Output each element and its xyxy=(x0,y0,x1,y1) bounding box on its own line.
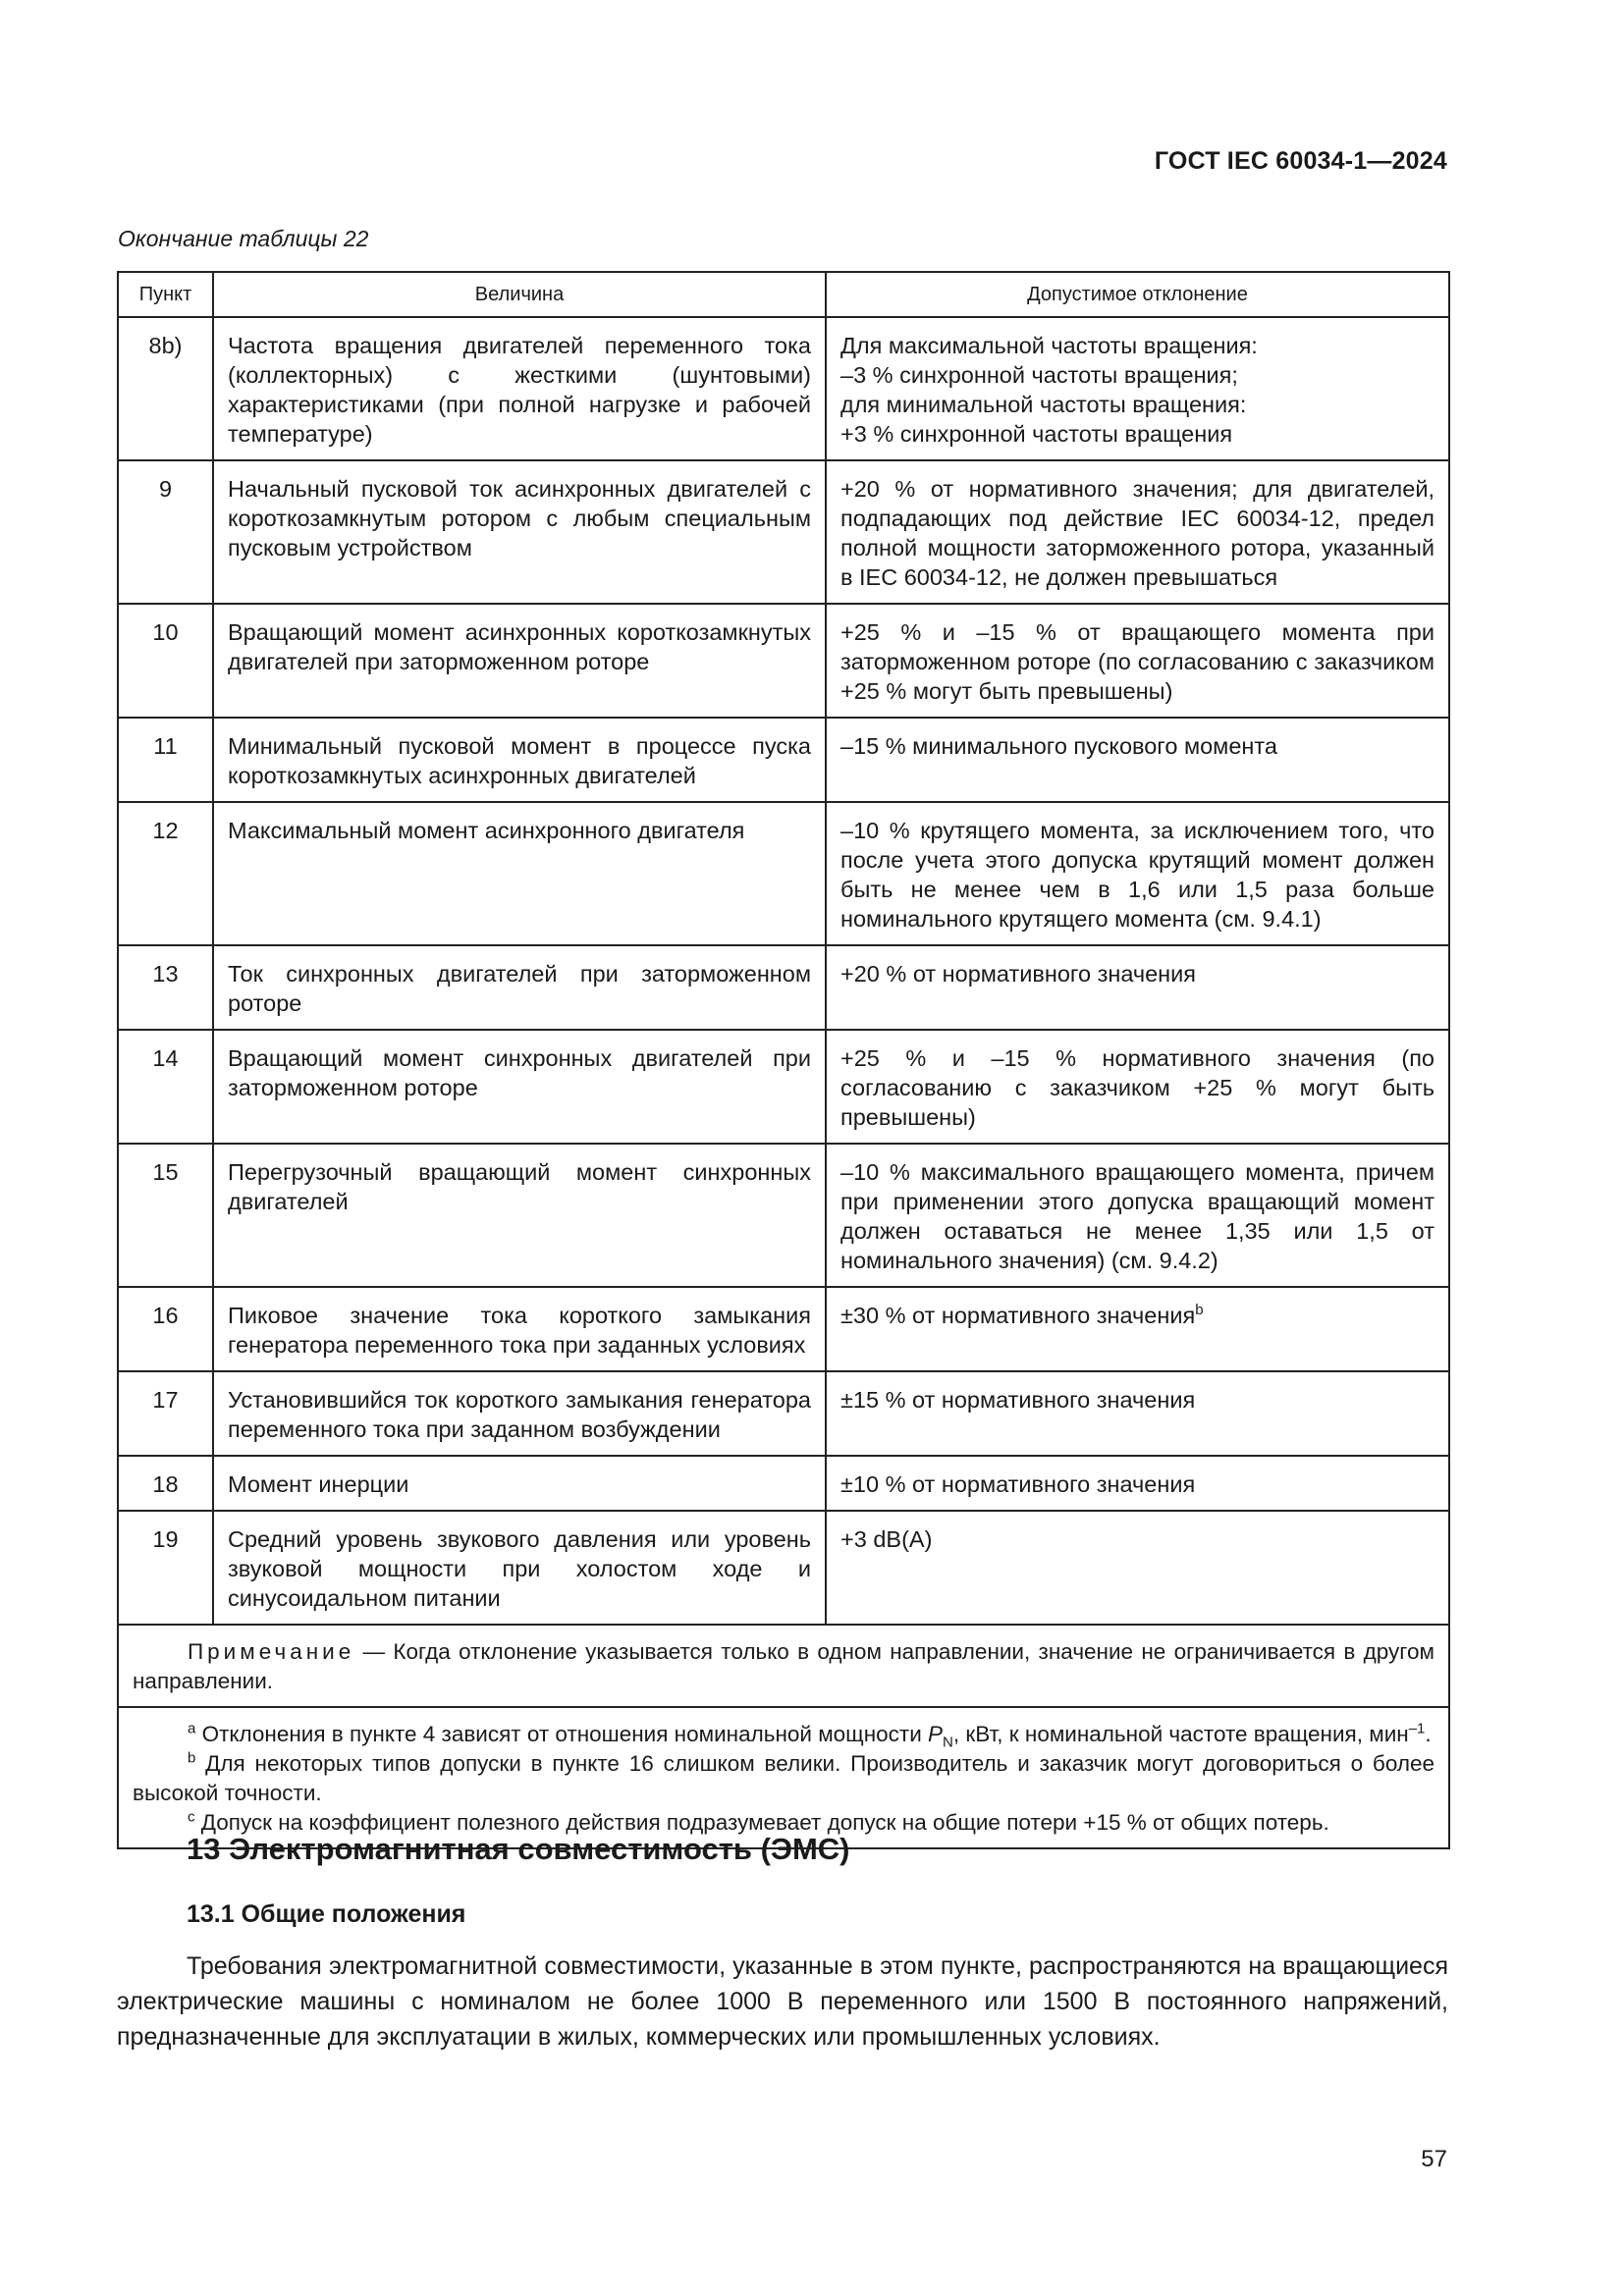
unit-exponent: –1 xyxy=(1408,1720,1426,1737)
row-item-number: 10 xyxy=(118,604,213,718)
row-quantity: Момент инерции xyxy=(213,1456,826,1511)
column-header-item: Пункт xyxy=(118,272,213,317)
row-item-number: 12 xyxy=(118,802,213,945)
row-quantity: Вращающий момент асинхронных короткозамкнутых двигателей при заторможенном роторе xyxy=(213,604,826,718)
table-row xyxy=(118,945,1449,1030)
row-tolerance: +25 % и –15 % от вращающего момента при заторможенном роторе (по согласованию с заказчиком +25 % могут быть превышены) xyxy=(826,604,1449,718)
table-row xyxy=(118,604,1449,718)
table-row xyxy=(118,802,1449,945)
row-item-number: 9 xyxy=(118,460,213,604)
row-quantity: Средний уровень звукового давления или уровень звуковой мощности при холостом ходе и синусоидальном питании xyxy=(213,1511,826,1625)
note-text: Когда отклонение указывается только в одном направлении, значение не ограничивается в другом направлении. xyxy=(133,1639,1435,1693)
row-item-number: 18 xyxy=(118,1456,213,1511)
row-tolerance: ±10 % от нормативного значения xyxy=(826,1456,1449,1511)
table-note xyxy=(118,1625,1449,1707)
footnote-mark-a: a xyxy=(188,1720,196,1737)
row-item-number: 11 xyxy=(118,718,213,802)
power-symbol-subscript: N xyxy=(943,1734,953,1751)
tolerance-table-container xyxy=(117,271,1448,1849)
table-row xyxy=(118,718,1449,802)
footnote-mark-b: b xyxy=(188,1749,196,1767)
row-quantity: Максимальный момент асинхронного двигателя xyxy=(213,802,826,945)
column-header-quantity: Величина xyxy=(213,272,826,317)
tolerance-line: для минимальной частоты вращения: xyxy=(840,392,1247,417)
table-footnotes-row xyxy=(118,1707,1449,1848)
row-item-number: 14 xyxy=(118,1030,213,1144)
row-item-number: 19 xyxy=(118,1511,213,1625)
subsection-title: 13.1 Общие положения xyxy=(187,1900,466,1928)
table-row xyxy=(118,317,1449,460)
document-header: ГОСТ IEC 60034-1—2024 xyxy=(1154,147,1447,175)
body-paragraph: Требования электромагнитной совместимости, указанные в этом пункте, распространяются на вращающиеся электрические машины с номиналом не более 1000 В переменного или 1500 В постоянного напряжений, предназначенные для эксплуатации в жилых, коммерческих или промышленных условиях. xyxy=(117,1952,1448,2051)
row-quantity: Установившийся ток короткого замыкания генератора переменного тока при заданном возбуждении xyxy=(213,1371,826,1456)
column-header-tolerance: Допустимое отклонение xyxy=(826,272,1449,317)
row-item-number: 17 xyxy=(118,1371,213,1456)
table-row xyxy=(118,460,1449,604)
row-tolerance xyxy=(826,317,1449,460)
row-tolerance: +20 % от нормативного значения; для двигателей, подпадающих под действие IEC 60034-12, предел полной мощности заторможенного ротора, указанный в IEC 60034-12, не должен превышаться xyxy=(826,460,1449,604)
row-tolerance: ±15 % от нормативного значения xyxy=(826,1371,1449,1456)
row-tolerance: +3 dB(A) xyxy=(826,1511,1449,1625)
tolerance-line: –3 % синхронной частоты вращения; xyxy=(840,362,1238,388)
row-quantity: Частота вращения двигателей переменного тока (коллекторных) с жесткими (шунтовыми) характеристиками (при полной нагрузке и рабочей температуре) xyxy=(213,317,826,460)
row-quantity: Пиковое значение тока короткого замыкания генератора переменного тока при заданных условиях xyxy=(213,1287,826,1371)
table-caption: Окончание таблицы 22 xyxy=(118,226,369,251)
power-symbol: P xyxy=(928,1722,944,1746)
row-tolerance: +25 % и –15 % нормативного значения (по согласованию с заказчиком +25 % могут быть превышены) xyxy=(826,1030,1449,1144)
row-quantity: Ток синхронных двигателей при заторможенном роторе xyxy=(213,945,826,1030)
table-note-row xyxy=(118,1625,1449,1707)
page-number: 57 xyxy=(1421,2146,1447,2172)
row-item-number: 15 xyxy=(118,1144,213,1287)
tolerance-table xyxy=(117,271,1450,1849)
table-row xyxy=(118,1030,1449,1144)
row-tolerance: –10 % крутящего момента, за исключением того, что после учета этого допуска крутящий момент должен быть не менее чем в 1,6 или 1,5 раза больше номинального крутящего момента (см. 9.4.1) xyxy=(826,802,1449,945)
tolerance-line: +3 % синхронной частоты вращения xyxy=(840,421,1233,447)
row-quantity: Начальный пусковой ток асинхронных двигателей с короткозамкнутым ротором с любым специальным пусковым устройством xyxy=(213,460,826,604)
row-tolerance: –15 % минимального пускового момента xyxy=(826,718,1449,802)
table-row xyxy=(118,1287,1449,1371)
row-quantity: Вращающий момент синхронных двигателей при заторможенном роторе xyxy=(213,1030,826,1144)
tolerance-text: ±30 % от нормативного значения xyxy=(840,1303,1196,1328)
table-row xyxy=(118,1456,1449,1511)
footnote-mark-c: c xyxy=(188,1808,195,1826)
tolerance-line: Для максимальной частоты вращения: xyxy=(840,333,1258,358)
table-footnotes xyxy=(118,1707,1449,1848)
footnote-c: $^c$ Допуск на коэффициент полезного действия подразумевает допуск на общие потери +15 % от общих потерь. xyxy=(188,1808,1329,1835)
row-tolerance: –10 % максимального вращающего момента, причем при применении этого допуска вращающий момент должен оставаться не менее 1,35 или 1,5 от номинального значения) (см. 9.4.2) xyxy=(826,1144,1449,1287)
table-row xyxy=(118,1371,1449,1456)
footnote-a: $^a$ Отклонения в пункте 4 зависят от отношения номинальной мощности $P_N$, кВт, к номинальной частоте вращения, мин$^{-1}$. xyxy=(188,1720,1432,1751)
row-tolerance xyxy=(826,1287,1449,1371)
row-item-number: 16 xyxy=(118,1287,213,1371)
row-quantity: Перегрузочный вращающий момент синхронных двигателей xyxy=(213,1144,826,1287)
row-item-number: 8b) xyxy=(118,317,213,460)
section-title: 13 Электромагнитная совместимость (ЭМС) xyxy=(187,1832,850,1866)
footnote-ref-b: b xyxy=(1195,1302,1204,1319)
table-row xyxy=(118,1511,1449,1625)
note-dash: — xyxy=(354,1639,394,1664)
footnote-b: $^b$ Для некоторых типов допуски в пункте 16 слишком велики. Производитель и заказчик могут договориться о более высокой точности. xyxy=(133,1749,1435,1805)
table-row xyxy=(118,1144,1449,1287)
row-quantity: Минимальный пусковой момент в процессе пуска короткозамкнутых асинхронных двигателей xyxy=(213,718,826,802)
row-tolerance: +20 % от нормативного значения xyxy=(826,945,1449,1030)
table-header-row xyxy=(118,272,1449,317)
note-label: Примечание xyxy=(188,1639,355,1664)
row-item-number: 13 xyxy=(118,945,213,1030)
